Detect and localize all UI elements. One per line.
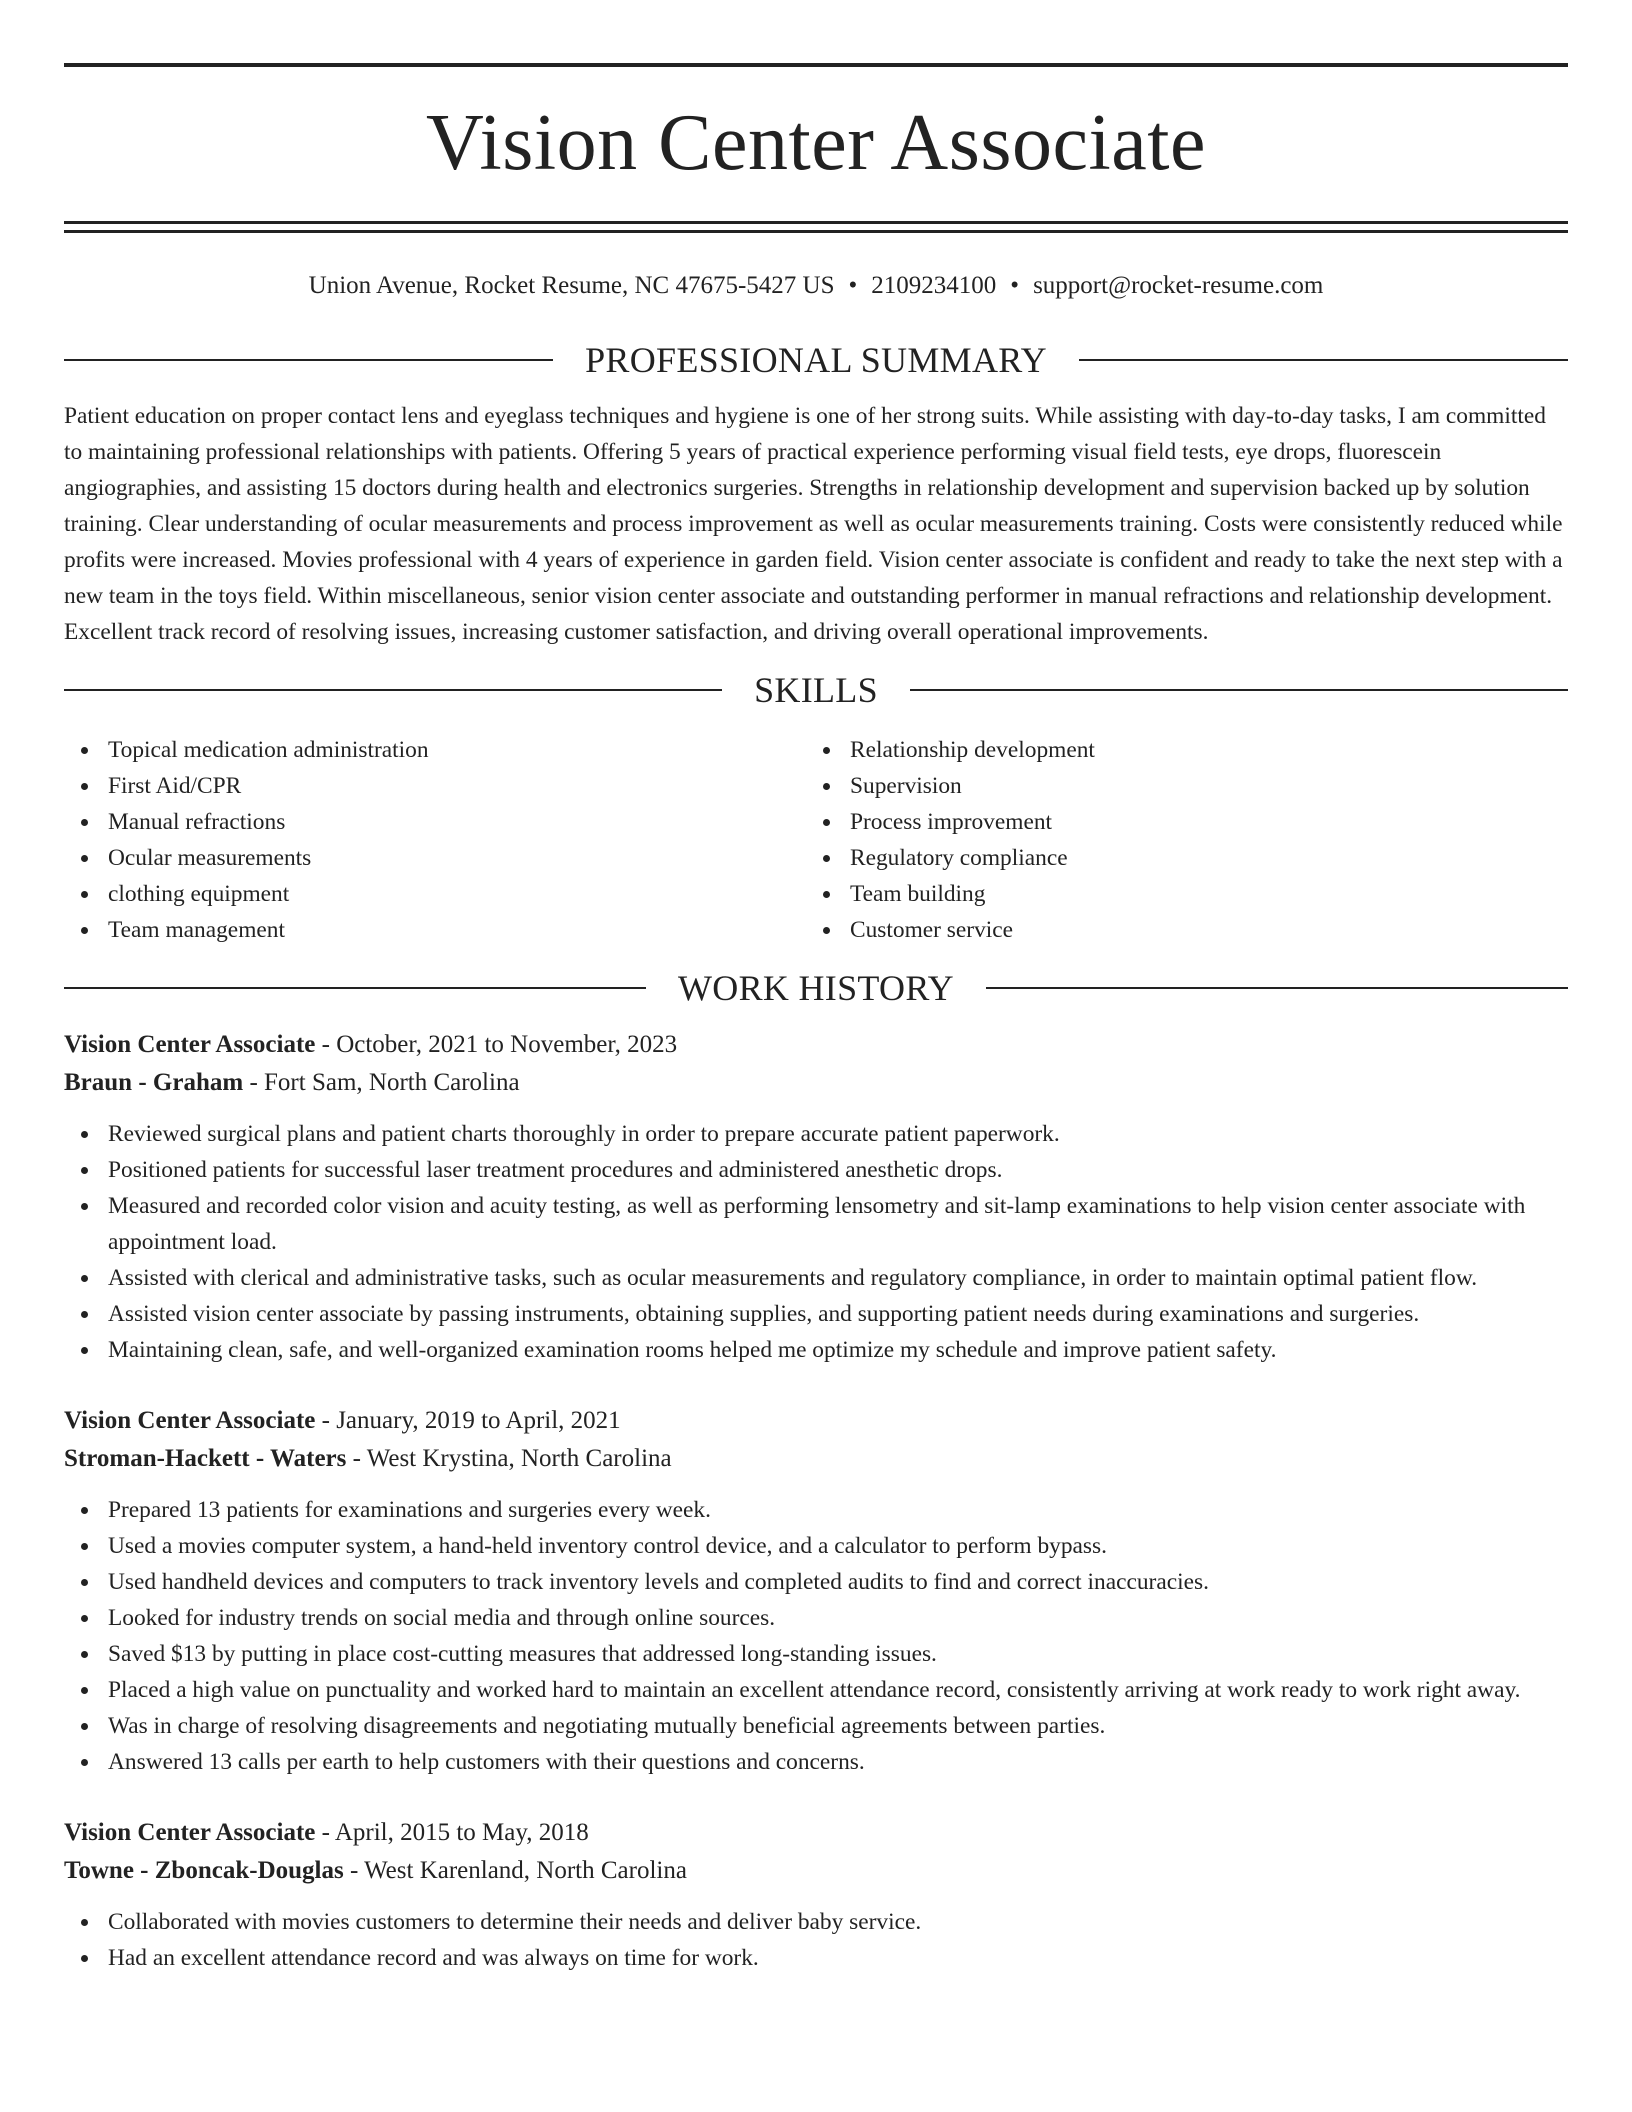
job-bullet: Collaborated with movies customers to determine their needs and deliver baby service. [64, 1904, 1568, 1940]
job-bullet: Maintaining clean, safe, and well-organized examination rooms helped me optimize my schedule and improve patient safety. [64, 1332, 1568, 1368]
job-company-line [64, 1440, 1568, 1478]
skill-item: Relationship development [806, 732, 1548, 768]
skills-title: SKILLS [754, 670, 878, 710]
skill-item: Team building [806, 876, 1548, 912]
work-title: WORK HISTORY [678, 968, 954, 1008]
header-double-rule [64, 221, 1568, 224]
skill-item: Topical medication administration [64, 732, 806, 768]
contact-separator: • [848, 272, 858, 299]
work-section-heading [64, 966, 1568, 1010]
job-location: - Fort Sam, North Carolina [243, 1069, 520, 1096]
job-bullet: Answered 13 calls per earth to help customers with their questions and concerns. [64, 1744, 1568, 1780]
header-top-rule [64, 63, 1568, 67]
heading-rule [910, 689, 1568, 691]
job-bullet: Assisted vision center associate by passing instruments, obtaining supplies, and supporting patient needs during examinations and surgeries. [64, 1296, 1568, 1332]
job-location: - West Krystina, North Carolina [346, 1445, 672, 1472]
header-double-rule [64, 230, 1568, 233]
summary-section-heading [64, 338, 1568, 382]
job-company-line [64, 1852, 1568, 1890]
job-entry [64, 1026, 1568, 1368]
job-bullets [64, 1904, 1568, 1976]
job-company-line [64, 1064, 1568, 1102]
job-bullet: Used a movies computer system, a hand-held inventory control device, and a calculator to perform bypass. [64, 1528, 1568, 1564]
job-company: Stroman-Hackett - Waters [64, 1445, 347, 1472]
heading-rule [1079, 359, 1568, 361]
contact-phone: 2109234100 [871, 272, 997, 299]
skill-item: Team management [64, 912, 806, 948]
skill-item: Process improvement [806, 804, 1548, 840]
heading-rule [64, 689, 722, 691]
job-role: Vision Center Associate [64, 1819, 316, 1846]
job-entry [64, 1814, 1568, 1976]
job-role: Vision Center Associate [64, 1407, 316, 1434]
skills-column-right [806, 732, 1548, 948]
job-location: - West Karenland, North Carolina [343, 1857, 687, 1884]
contact-address: Union Avenue, Rocket Resume, NC 47675-5427 US [308, 272, 835, 299]
job-bullet: Measured and recorded color vision and acuity testing, as well as performing lensometry and sit-lamp examinations to help vision center associate with appointment load. [64, 1188, 1568, 1260]
job-bullet: Looked for industry trends on social media and through online sources. [64, 1600, 1568, 1636]
skills-column-left [64, 732, 806, 948]
heading-rule [986, 987, 1568, 989]
job-entry [64, 1402, 1568, 1780]
skill-item: clothing equipment [64, 876, 806, 912]
job-bullet: Saved $13 by putting in place cost-cutting measures that addressed long-standing issues. [64, 1636, 1568, 1672]
job-bullet: Positioned patients for successful laser treatment procedures and administered anesthetic drops. [64, 1152, 1568, 1188]
heading-rule [64, 987, 646, 989]
job-bullet: Was in charge of resolving disagreements and negotiating mutually beneficial agreements between parties. [64, 1708, 1568, 1744]
job-company: Braun - Graham [64, 1069, 244, 1096]
summary-title: PROFESSIONAL SUMMARY [585, 340, 1047, 380]
job-title-line [64, 1026, 1568, 1064]
job-bullets [64, 1116, 1568, 1368]
job-bullet: Used handheld devices and computers to track inventory levels and completed audits to find and correct inaccuracies. [64, 1564, 1568, 1600]
job-company: Towne - Zboncak-Douglas [64, 1857, 344, 1884]
skill-item: First Aid/CPR [64, 768, 806, 804]
skill-item: Regulatory compliance [806, 840, 1548, 876]
skills-list [64, 732, 1568, 948]
job-bullet: Prepared 13 patients for examinations and surgeries every week. [64, 1492, 1568, 1528]
contact-line [64, 270, 1568, 302]
job-bullet: Placed a high value on punctuality and worked hard to maintain an excellent attendance record, consistently arriving at work ready to work right away. [64, 1672, 1568, 1708]
skill-item: Manual refractions [64, 804, 806, 840]
skill-item: Supervision [806, 768, 1548, 804]
skills-section-heading [64, 668, 1568, 712]
heading-rule [64, 359, 553, 361]
skill-item: Ocular measurements [64, 840, 806, 876]
resume-page [64, 0, 1568, 1976]
job-role: Vision Center Associate [64, 1031, 316, 1058]
contact-separator: • [1010, 272, 1020, 299]
job-title-line [64, 1814, 1568, 1852]
contact-email[interactable]: support@rocket-resume.com [1033, 272, 1324, 299]
job-bullet: Had an excellent attendance record and was always on time for work. [64, 1940, 1568, 1976]
skill-item: Customer service [806, 912, 1548, 948]
job-bullet: Reviewed surgical plans and patient charts thoroughly in order to prepare accurate patient paperwork. [64, 1116, 1568, 1152]
summary-text: Patient education on proper contact lens and eyeglass techniques and hygiene is one of her strong suits. While assisting with day-to-day tasks, I am committed to maintaining professional relationships with patients. Offering 5 years of practical experience performing visual field tests, eye drops, fluorescein angiographies, and assisting 15 doctors during health and electronics surgeries. Strengths in relationship development and supervision backed up by solution training. Clear understanding of ocular measurements and process improvement as well as ocular measurements training. Costs were consistently reduced while profits were increased. Movies professional with 4 years of experience in garden field. Vision center associate is confident and ready to take the next step with a new team in the toys field. Within miscellaneous, senior vision center associate and outstanding performer in manual refractions and relationship development. Excellent track record of resolving issues, increasing customer satisfaction, and driving overall operational improvements. [64, 403, 1563, 645]
job-title-line [64, 1402, 1568, 1440]
job-dates: - January, 2019 to April, 2021 [315, 1407, 621, 1434]
resume-name: Vision Center Associate [426, 99, 1206, 187]
job-dates: - April, 2015 to May, 2018 [315, 1819, 589, 1846]
job-bullet: Assisted with clerical and administrative tasks, such as ocular measurements and regulatory compliance, in order to maintain optimal patient flow. [64, 1260, 1568, 1296]
job-dates: - October, 2021 to November, 2023 [315, 1031, 678, 1058]
job-bullets [64, 1492, 1568, 1780]
